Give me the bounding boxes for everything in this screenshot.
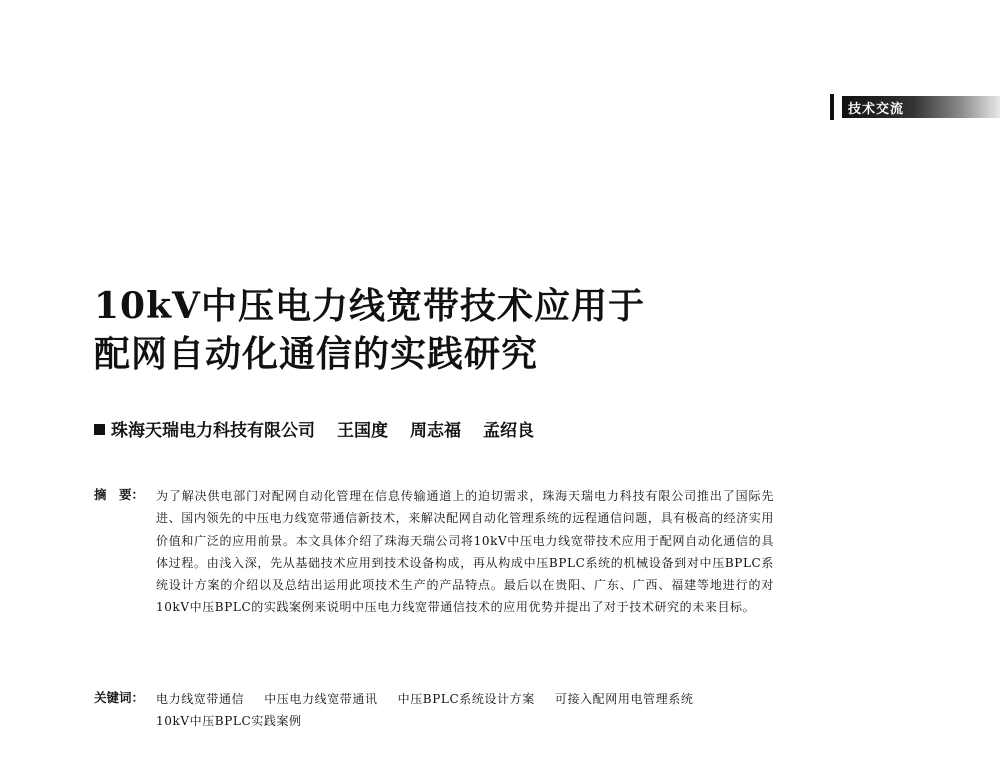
section-tag bbox=[830, 94, 1000, 120]
abstract-text: 为了解决供电部门对配网自动化管理在信息传输通道上的迫切需求，珠海天瑞电力科技有限公司推出了国际先进、国内领先的中压电力线宽带通信新技术，来解决配网自动化管理系统的远程通信问题，具有极高的经济实用价值和广泛的应用前景。本文具体介绍了珠海天瑞公司将10kV中压电力线宽带技术应用于配网自动化通信的具体过程。由浅入深，先从基础技术应用到技术设备构成，再从构成中压BPLC系统的机械设备到对中压BPLC系统设计方案的介绍以及总结出运用此项技术生产的产品特点。最后以在贵阳、广东、广西、福建等地进行的对10kV中压BPLC的实践案例来说明中压电力线宽带通信技术的应用优势并提出了对于技术研究的未来目标。 bbox=[156, 489, 774, 615]
keywords-list bbox=[156, 688, 784, 732]
article-title-line-2: 配网自动化通信的实践研究 bbox=[94, 333, 539, 375]
author-organization: 珠海天瑞电力科技有限公司 bbox=[111, 421, 315, 441]
section-tag-label: 技术交流 bbox=[848, 102, 905, 117]
author-name: 孟绍良 bbox=[483, 421, 534, 441]
abstract-label: 摘 要： bbox=[94, 487, 145, 502]
keyword-item: 中压BPLC系统设计方案 bbox=[397, 692, 535, 706]
section-tag-bar bbox=[830, 94, 834, 120]
keywords-label: 关键词： bbox=[94, 690, 145, 705]
keyword-item: 中压电力线宽带通讯 bbox=[264, 692, 378, 706]
abstract-section bbox=[94, 485, 774, 619]
author-line bbox=[94, 416, 534, 441]
article-title-line-1: 10kV中压电力线宽带技术应用于 bbox=[94, 285, 645, 327]
square-bullet-icon bbox=[94, 424, 105, 435]
keyword-item: 电力线宽带通信 bbox=[156, 692, 245, 706]
keyword-item: 可接入配网用电管理系统 bbox=[554, 692, 694, 706]
keyword-item: 10kV中压BPLC实践案例 bbox=[156, 714, 302, 728]
author-name: 周志福 bbox=[410, 421, 461, 441]
author-name: 王国度 bbox=[337, 421, 388, 441]
keywords-section bbox=[94, 688, 784, 732]
article-title bbox=[94, 282, 854, 378]
